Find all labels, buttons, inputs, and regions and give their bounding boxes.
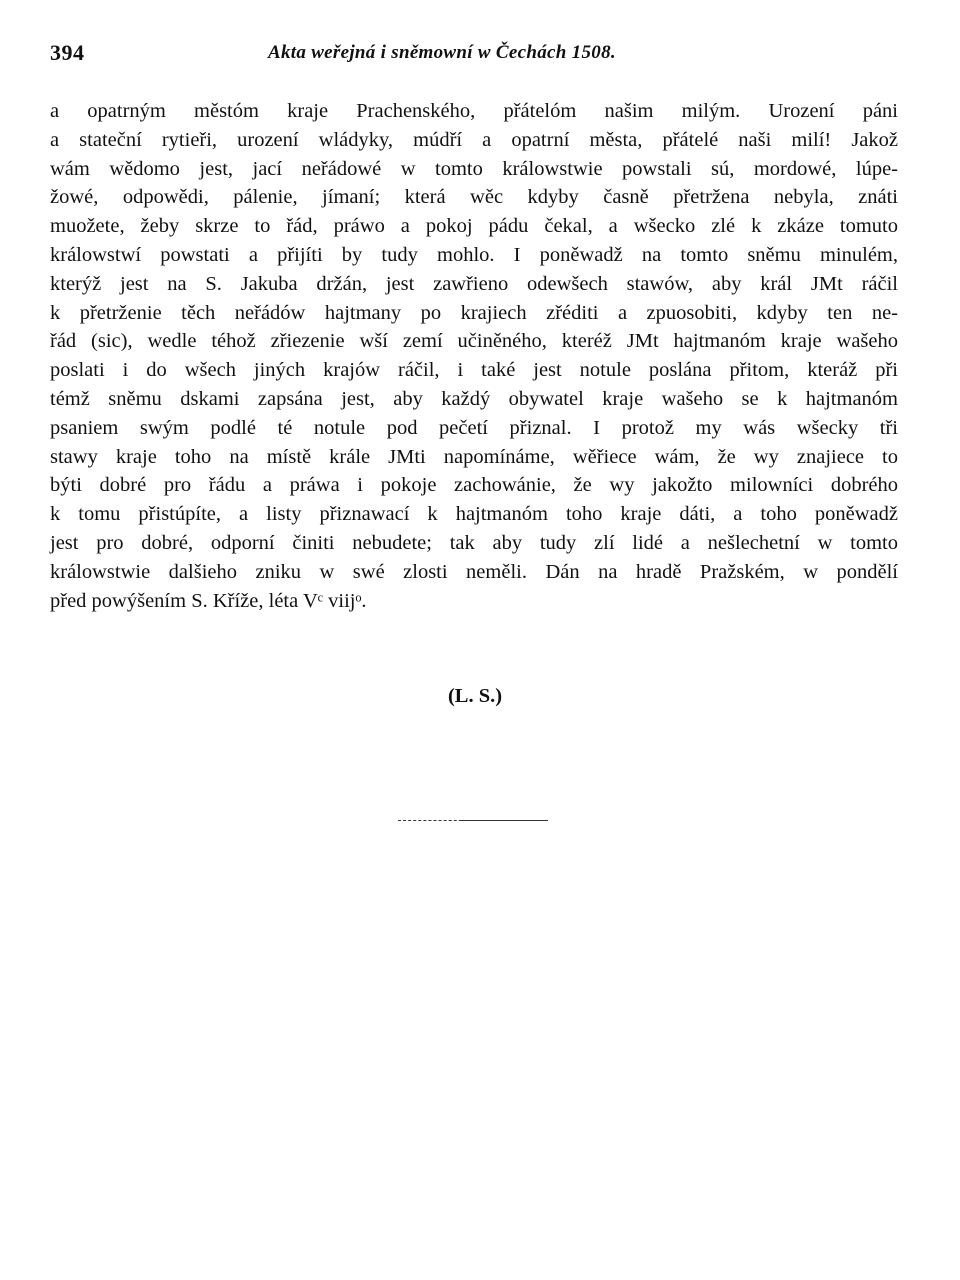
end-rule-solid (460, 820, 548, 821)
seal-mark (50, 685, 898, 708)
text-line: poslati i do wšech jiných krajów ráčil, i také jest notule poslána přitom, kteráž při (50, 359, 898, 382)
text-line: jest pro dobré, odporní činiti nebudete; tak aby tudy zlí lidé a nešlechetní w tomto (50, 531, 898, 554)
text-line: řád (sic), wedle téhož zřiezenie wší zemí učiněného, kteréž JMt hajtmanóm kraje wašeho (50, 330, 898, 353)
page-number: 394 (50, 40, 85, 65)
text-line: býti dobré pro řádu a práwa i pokoje zachowánie, že wy jakožto milowníci dobrého (50, 474, 898, 497)
body-text (50, 97, 898, 615)
text-line: psaniem swým podlé té notule pod pečetí přiznal. I protož my wás wšecky tři (50, 416, 898, 439)
seal-text: (L. S.) (447, 685, 503, 707)
text-line: k přetrženie těch neřádów hajtmany po krajiech zřéditi a zpuosobiti, kdyby ten ne- (50, 301, 898, 324)
text-line: před powýšením S. Kříže, léta Vᶜ viijᵒ. (50, 589, 367, 612)
text-line: a opatrným městóm kraje Prachenského, přátelóm našim milým. Urození páni (50, 100, 898, 122)
text-line: žowé, odpowědi, pálenie, jímaní; která wěc kdyby časně přetržena nebyla, znáti (50, 186, 898, 209)
text-line: témž sněmu dskami zapsána jest, aby každý obywatel kraje wašeho se k hajtmanóm (50, 387, 898, 410)
text-line: muožete, žeby skrze to řád, práwo a pokoj pádu čekal, a wšecko zlé k zkáze tomuto (50, 215, 898, 238)
text-line: stawy kraje toho na místě krále JMti napomínáme, wěřiece wám, že wy znajiece to (50, 445, 898, 468)
text-line: k tomu přistúpíte, a listy přiznawací k hajtmanóm toho kraje dáti, a toho poněwadž (50, 503, 898, 526)
text-line: králowstwie dalšieho zniku w swé zlosti neměli. Dán na hradě Pražském, w pondělí (50, 560, 898, 583)
page-header (50, 40, 898, 80)
text-line: králowstwí powstati a přijíti by tudy mohlo. I poněwadž na tomto sněmu minulém, (50, 243, 898, 266)
document-page (50, 40, 898, 707)
text-line: wám wědomo jest, jací neřádowé w tomto králowstwie powstali sú, mordowé, lúpe- (50, 157, 898, 180)
running-title: Akta weřejná i sněmowní w Čechách 1508. (268, 42, 616, 63)
text-line: a stateční rytieři, urození wládyky, múdří a opatrní města, přátelé naši milí! Jakož (50, 128, 898, 151)
text-line: kterýž jest na S. Jakuba držán, jest zawřieno odewšech stawów, aby král JMt ráčil (50, 272, 898, 295)
